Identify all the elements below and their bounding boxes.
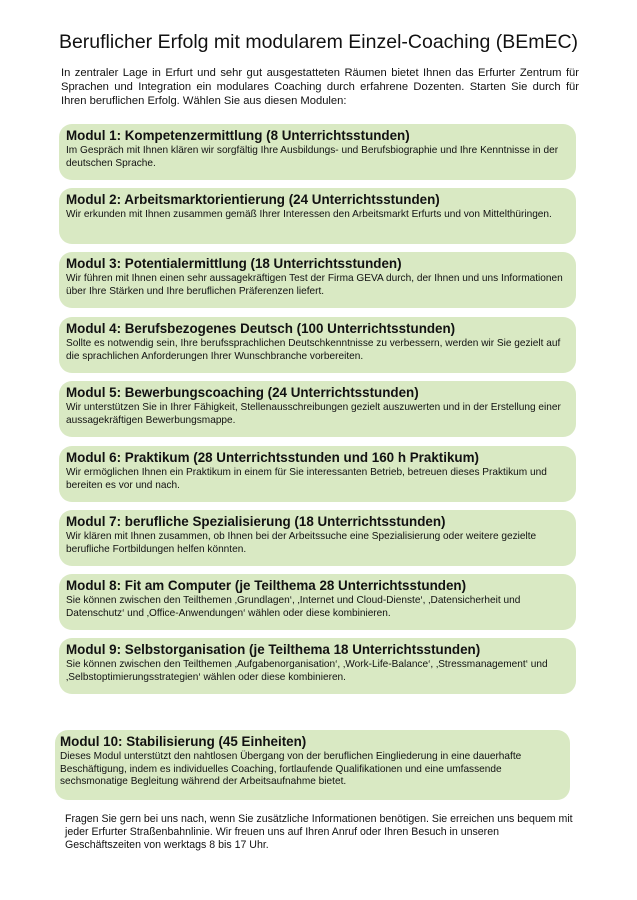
module-card-10 bbox=[55, 730, 570, 800]
module-description: Wir erkunden mit Ihnen zusammen gemäß Ihrer Interessen den Arbeitsmarkt Erfurts und von Mittelthüringen. bbox=[66, 209, 552, 220]
module-description: Im Gespräch mit Ihnen klären wir sorgfältig Ihre Ausbildungs- und Berufsbiographie und Ihre Kenntnisse in der deutschen Sprache. bbox=[66, 145, 559, 169]
module-card-7 bbox=[59, 510, 576, 566]
module-card-1 bbox=[59, 124, 576, 180]
module-title: Modul 5: Bewerbungscoaching (24 Unterrichtsstunden) bbox=[66, 385, 419, 400]
page-title: Beruflicher Erfolg mit modularem Einzel-Coaching (BEmEC) bbox=[58, 31, 579, 53]
module-card-8 bbox=[59, 574, 576, 630]
footer-paragraph: Fragen Sie gern bei uns nach, wenn Sie zusätzliche Informationen benötigen. Sie erreichen uns bequem mit jeder Erfurter Straßenbahnlinie. Wir freuen uns auf Ihren Anruf oder Ihren Besuch in unseren Geschäftszeiten von werktags 8 bis 17 Uhr. bbox=[65, 813, 573, 851]
module-description: Wir führen mit Ihnen einen sehr aussagekräftigen Test der Firma GEVA durch, der Ihnen und uns Informationen über Ihre Stärken und Ihre beruflichen Präferenzen liefert. bbox=[66, 273, 563, 297]
module-title: Modul 3: Potentialermittlung (18 Unterrichtsstunden) bbox=[66, 256, 402, 271]
module-description: Wir unterstützen Sie in Ihrer Fähigkeit, Stellenausschreibungen gezielt auszuwerten und in der Erstellung einer aussagekräftigen Bewerbungsmappe. bbox=[66, 402, 561, 426]
module-title: Modul 10: Stabilisierung (45 Einheiten) bbox=[60, 734, 307, 749]
module-title: Modul 8: Fit am Computer (je Teilthema 28 Unterrichtsstunden) bbox=[66, 578, 467, 593]
module-card-5 bbox=[59, 381, 576, 437]
module-description: Dieses Modul unterstützt den nahtlosen Übergang von der beruflichen Eingliederung in eine dauerhafte Beschäftigung, indem es individuelles Coaching, fortlaufende Qualifikationen und eine umfassende sechsmonatige Begleitung während der Arbeitsaufnahme bietet. bbox=[60, 751, 522, 788]
module-title: Modul 7: berufliche Spezialisierung (18 Unterrichtsstunden) bbox=[66, 514, 446, 529]
module-description: Sie können zwischen den Teilthemen ‚Aufgabenorganisation‘, ‚Work-Life-Balance‘, ‚Stressmanagement‘ und ‚Selbstoptimierungsstrategien‘ wählen oder diese kombinieren. bbox=[66, 659, 548, 683]
module-description: Sie können zwischen den Teilthemen ‚Grundlagen‘, ‚Internet und Cloud-Dienste‘, ‚Datensicherheit und Datenschutz‘ und ‚Office-Anwendungen‘ wählen oder diese kombinieren. bbox=[66, 595, 521, 619]
module-title: Modul 4: Berufsbezogenes Deutsch (100 Unterrichtsstunden) bbox=[66, 321, 456, 336]
module-description: Sollte es notwendig sein, Ihre berufssprachlichen Deutschkenntnisse zu verbessern, werden wir Sie gezielt auf die sprachlichen Anforderungen Ihrer Wunschbranche vorbereiten. bbox=[66, 338, 561, 362]
intro-paragraph: In zentraler Lage in Erfurt und sehr gut ausgestatteten Räumen bietet Ihnen das Erfurter Zentrum für Sprachen und Integration ein modulares Coaching durch erfahrene Dozenten. Starten Sie durch für Ihren beruflichen Erfolg. Wählen Sie aus diesen Modulen: bbox=[61, 67, 579, 107]
module-card-4 bbox=[59, 317, 576, 373]
module-description: Wir ermöglichen Ihnen ein Praktikum in einem für Sie interessanten Betrieb, betreuen dieses Praktikum und bereiten es vor und nach. bbox=[66, 467, 547, 491]
module-title: Modul 9: Selbstorganisation (je Teilthema 18 Unterrichtsstunden) bbox=[66, 642, 481, 657]
module-title: Modul 2: Arbeitsmarktorientierung (24 Unterrichtsstunden) bbox=[66, 192, 440, 207]
module-title: Modul 6: Praktikum (28 Unterrichtsstunden und 160 h Praktikum) bbox=[66, 450, 479, 465]
module-card-6 bbox=[59, 446, 576, 502]
module-card-2 bbox=[59, 188, 576, 244]
module-title: Modul 1: Kompetenzermittlung (8 Unterrichtsstunden) bbox=[66, 128, 410, 143]
module-description: Wir klären mit Ihnen zusammen, ob Ihnen bei der Arbeitssuche eine Spezialisierung oder weitere gezielte berufliche Fortbildungen helfen könnten. bbox=[66, 531, 537, 555]
module-card-3 bbox=[59, 252, 576, 308]
module-card-9 bbox=[59, 638, 576, 694]
